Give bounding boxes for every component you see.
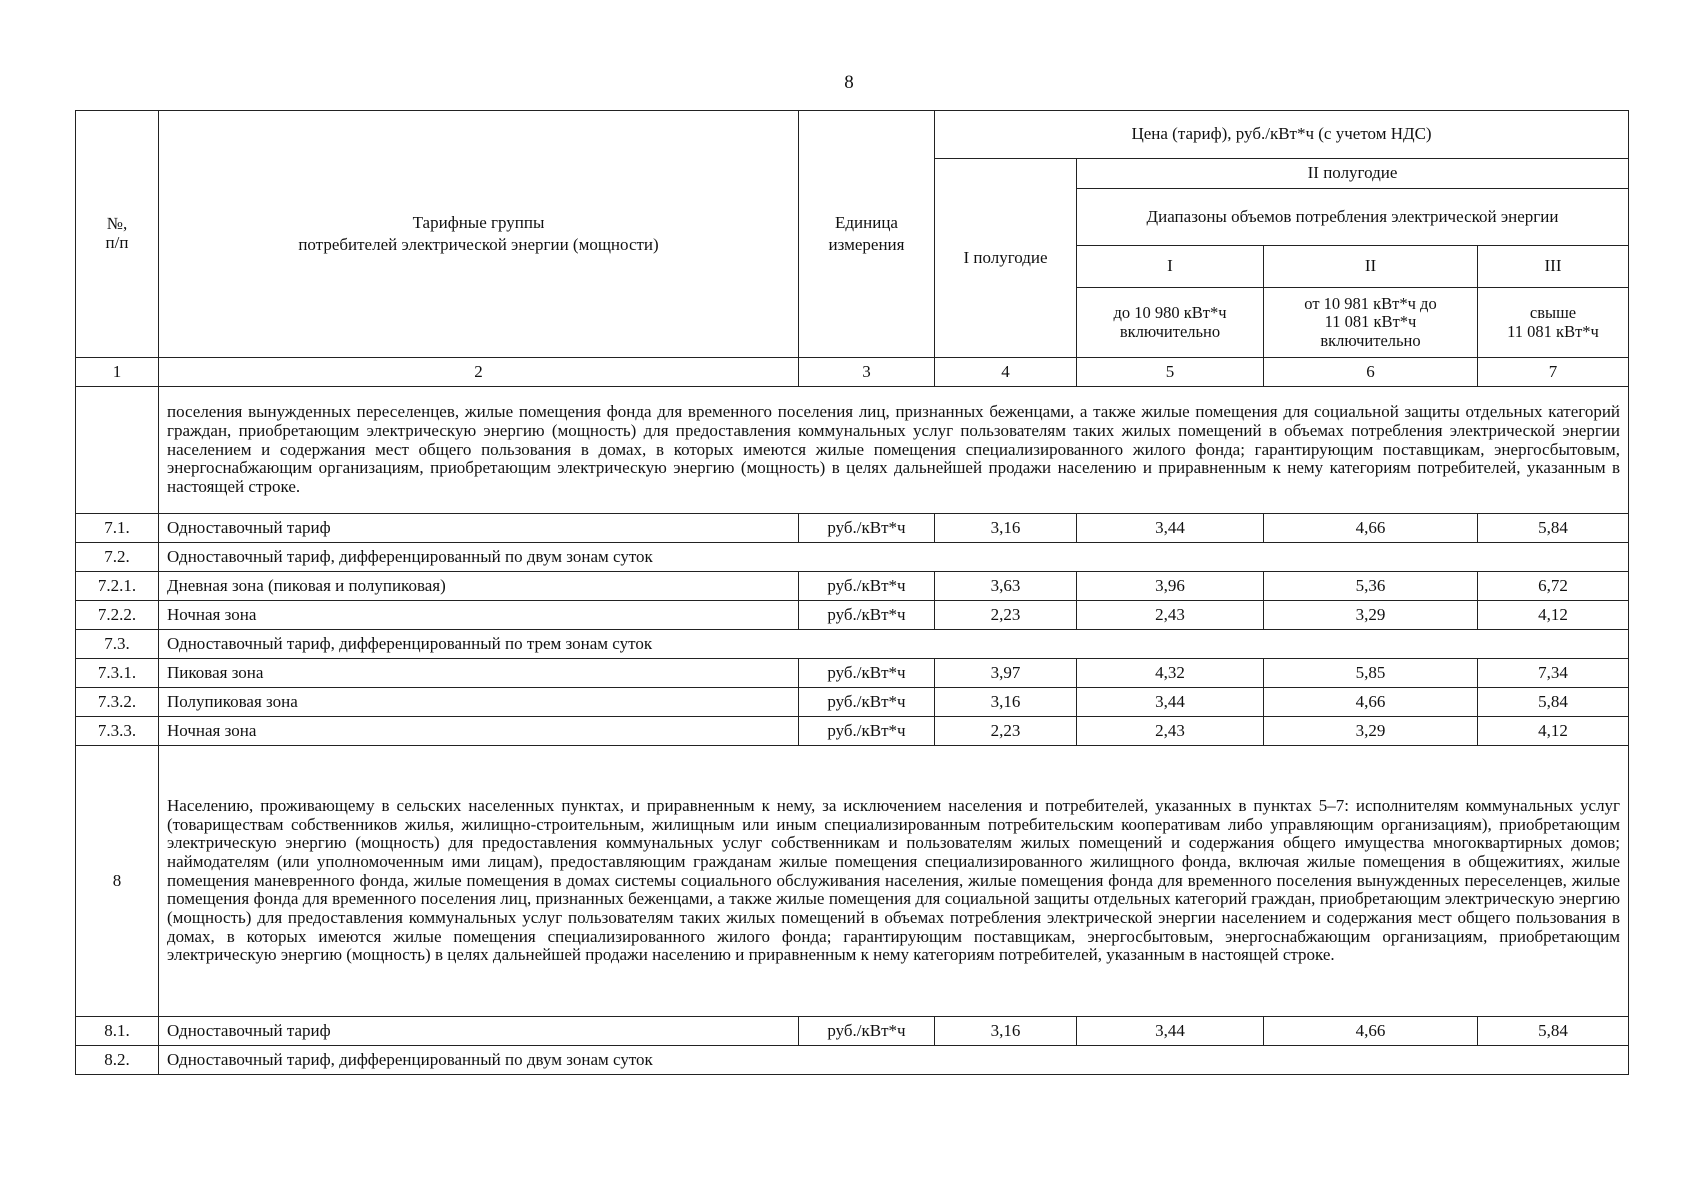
table-row — [76, 1017, 1629, 1046]
header-price: Цена (тариф), руб./кВт*ч (с учетом НДС) — [935, 111, 1629, 159]
table-row — [76, 688, 1629, 717]
row-number: 8.1. — [76, 1017, 159, 1046]
row-group-name: Одноставочный тариф, дифференцированный по двум зонам суток — [159, 543, 1629, 572]
header-range-desc-1: до 10 980 кВт*ч включительно — [1077, 288, 1264, 358]
row-price-range-2: 3,29 — [1264, 717, 1478, 746]
table-row — [76, 630, 1629, 659]
group-8-number: 8 — [76, 746, 159, 1017]
row-number: 7.2.1. — [76, 572, 159, 601]
row-price-range-3: 5,84 — [1478, 514, 1629, 543]
col-number-1: 1 — [76, 358, 159, 387]
page-number: 8 — [844, 72, 854, 93]
section-8-rows — [76, 1017, 1629, 1075]
table-row — [76, 543, 1629, 572]
col-number-2: 2 — [159, 358, 799, 387]
row-number: 8.2. — [76, 1046, 159, 1075]
row-price-half1: 3,16 — [935, 514, 1077, 543]
row-unit: руб./кВт*ч — [799, 1017, 935, 1046]
continuation-text: поселения вынужденных переселенцев, жилые помещения фонда для временного поселения лиц, признанных беженцами, а также жилые помещения для социальной защиты отдельных категорий граждан, приобретающим электрическую энергию (мощность) для предоставления коммунальных услуг пользователям таких жилых помещений в объемах потребления электрической энергии населением и содержания мест общего пользования в домах, в которых имеются жилые помещения специализированного жилого фонда; гарантирующим поставщикам, энергосбытовым, энергоснабжающим организациям, приобретающим электрическую энергию (мощность) в целях дальнейшей продажи населению и приравненным к нему категориям потребителей, указанным в настоящей строке. — [159, 387, 1629, 514]
row-price-range-1: 2,43 — [1077, 601, 1264, 630]
row-price-range-2: 5,36 — [1264, 572, 1478, 601]
row-price-range-2: 3,29 — [1264, 601, 1478, 630]
row-group-name: Одноставочный тариф, дифференцированный по трем зонам суток — [159, 630, 1629, 659]
header-range-3: III — [1478, 246, 1629, 288]
table-row — [76, 514, 1629, 543]
continuation-number-cell — [76, 387, 159, 514]
row-price-range-1: 3,44 — [1077, 514, 1264, 543]
row-unit: руб./кВт*ч — [799, 514, 935, 543]
row-price-range-3: 6,72 — [1478, 572, 1629, 601]
row-price-half1: 2,23 — [935, 717, 1077, 746]
row-price-range-2: 4,66 — [1264, 1017, 1478, 1046]
row-price-half1: 3,97 — [935, 659, 1077, 688]
row-number: 7.3.3. — [76, 717, 159, 746]
row-number: 7.1. — [76, 514, 159, 543]
col-number-6: 6 — [1264, 358, 1478, 387]
row-price-range-1: 3,44 — [1077, 688, 1264, 717]
table-row — [76, 717, 1629, 746]
header-half1: I полугодие — [935, 159, 1077, 358]
row-name: Полупиковая зона — [159, 688, 799, 717]
table-row — [76, 572, 1629, 601]
row-number: 7.3. — [76, 630, 159, 659]
row-name: Дневная зона (пиковая и полупиковая) — [159, 572, 799, 601]
row-unit: руб./кВт*ч — [799, 601, 935, 630]
row-price-half1: 3,63 — [935, 572, 1077, 601]
header-range-2: II — [1264, 246, 1478, 288]
row-number: 7.2.2. — [76, 601, 159, 630]
row-price-range-3: 5,84 — [1478, 1017, 1629, 1046]
continuation-row — [76, 387, 1629, 514]
table-row — [76, 659, 1629, 688]
group-8-row — [76, 746, 1629, 1017]
row-unit: руб./кВт*ч — [799, 572, 935, 601]
row-name: Пиковая зона — [159, 659, 799, 688]
row-name: Одноставочный тариф — [159, 1017, 799, 1046]
row-unit: руб./кВт*ч — [799, 717, 935, 746]
header-half2: II полугодие — [1077, 159, 1629, 189]
row-price-range-1: 3,44 — [1077, 1017, 1264, 1046]
header-number: №, п/п — [76, 111, 159, 358]
col-number-7: 7 — [1478, 358, 1629, 387]
row-name: Ночная зона — [159, 717, 799, 746]
header-range-1: I — [1077, 246, 1264, 288]
row-price-range-1: 3,96 — [1077, 572, 1264, 601]
header-range-desc-3: свыше 11 081 кВт*ч — [1478, 288, 1629, 358]
row-unit: руб./кВт*ч — [799, 659, 935, 688]
row-price-range-3: 4,12 — [1478, 717, 1629, 746]
row-number: 7.3.1. — [76, 659, 159, 688]
row-price-range-2: 4,66 — [1264, 514, 1478, 543]
row-price-range-2: 5,85 — [1264, 659, 1478, 688]
row-price-range-1: 2,43 — [1077, 717, 1264, 746]
row-number: 7.3.2. — [76, 688, 159, 717]
table-header — [76, 111, 1629, 387]
col-number-4: 4 — [935, 358, 1077, 387]
row-number: 7.2. — [76, 543, 159, 572]
row-unit: руб./кВт*ч — [799, 688, 935, 717]
col-number-3: 3 — [799, 358, 935, 387]
group-8-text: Населению, проживающему в сельских населенных пунктах, и приравненным к нему, за исключением населения и потребителей, указанных в пунктах 5–7: исполнителям коммунальных услуг (товариществам собственников жилья, жилищно-строительным, жилищным или иным специализированным потребительским кооперативам либо управляющим организациям), приобретающим электрическую энергию (мощность) для предоставления коммунальных услуг собственникам и пользователям жилых помещений и содержания общего имущества многоквартирных домов; наймодателям (или уполномоченным ими лицам), предоставляющим гражданам жилые помещения специализированного жилищного фонда, включая жилые помещения в общежитиях, жилые помещения маневренного фонда, жилые помещения в домах системы социального обслуживания населения, жилые помещения фонда для временного поселения вынужденных переселенцев, жилые помещения фонда для временного поселения лиц, признанных беженцами, а также жилые помещения для социальной защиты отдельных категорий граждан, приобретающим электрическую энергию (мощность) для предоставления коммунальных услуг пользователям таких жилых помещений в объемах потребления электрической энергии населением и содержания мест общего пользования в домах, в которых имеются жилые помещения специализированного жилого фонда; гарантирующим поставщикам, энергосбытовым, энергоснабжающим организациям, приобретающим электрическую энергию (мощность) в целях дальнейшей продажи населению и приравненным к нему категориям потребителей, указанным в настоящей строке. — [159, 746, 1629, 1017]
row-price-half1: 3,16 — [935, 1017, 1077, 1046]
header-tariff-groups: Тарифные группы потребителей электрической энергии (мощности) — [159, 111, 799, 358]
row-group-name: Одноставочный тариф, дифференцированный по двум зонам суток — [159, 1046, 1629, 1075]
row-price-range-2: 4,66 — [1264, 688, 1478, 717]
tariff-table — [75, 110, 1629, 1075]
table-row — [76, 601, 1629, 630]
header-ranges: Диапазоны объемов потребления электрической энергии — [1077, 189, 1629, 246]
row-name: Одноставочный тариф — [159, 514, 799, 543]
header-range-desc-2: от 10 981 кВт*ч до 11 081 кВт*ч включительно — [1264, 288, 1478, 358]
table-row — [76, 1046, 1629, 1075]
row-price-range-1: 4,32 — [1077, 659, 1264, 688]
row-price-range-3: 4,12 — [1478, 601, 1629, 630]
col-number-5: 5 — [1077, 358, 1264, 387]
row-price-range-3: 5,84 — [1478, 688, 1629, 717]
row-price-half1: 3,16 — [935, 688, 1077, 717]
row-name: Ночная зона — [159, 601, 799, 630]
row-price-range-3: 7,34 — [1478, 659, 1629, 688]
row-price-half1: 2,23 — [935, 601, 1077, 630]
section-7-rows — [76, 514, 1629, 746]
header-unit: Единица измерения — [799, 111, 935, 358]
